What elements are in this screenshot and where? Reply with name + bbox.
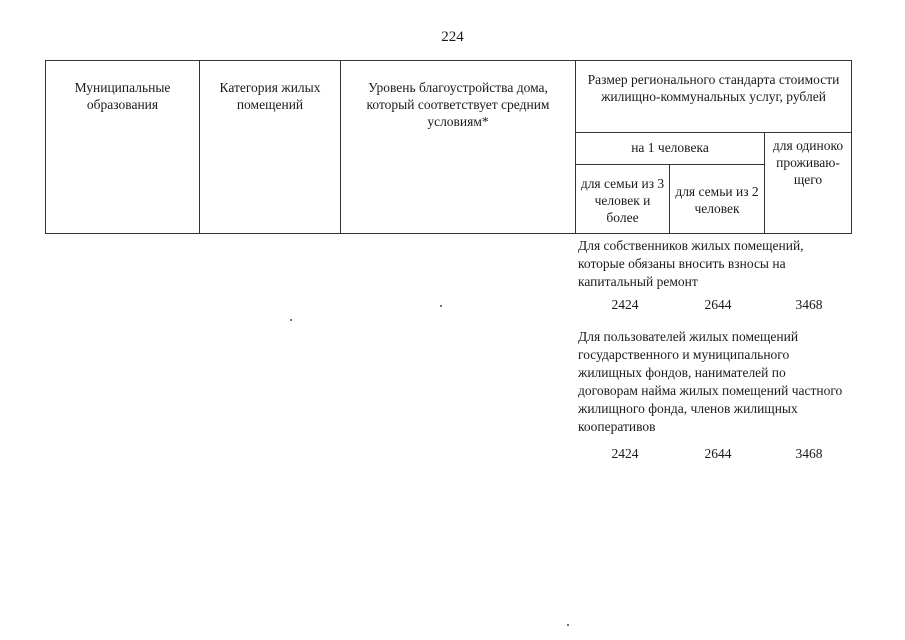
section-tenants-label: Для пользователей жилых помещений государственного и муниципального жилищных фондов, нанимателей по договорам найма жилых помещений частного жилищного фонда, членов жилищных кооперативов (578, 329, 843, 434)
section-owners-label: Для собственников жилых помещений, которые обязаны вносить взносы на капитальный ремонт (578, 238, 804, 289)
page-number: 224 (441, 29, 464, 45)
header-single: для одиноко проживаю-щего (765, 133, 852, 234)
header-level: Уровень благоустройства дома, который соответствует средним условиям* (341, 61, 576, 234)
header-category: Категория жилых помещений (200, 61, 341, 234)
tariff-table-header (45, 60, 852, 234)
scan-speck (440, 305, 442, 307)
header-per-person: на 1 человека (576, 133, 765, 165)
scan-speck (290, 319, 292, 321)
header-standard-size: Размер регионального стандарта стоимости жилищно-коммунальных услуг, рублей (576, 61, 852, 133)
value-tenants-single: 3468 (795, 446, 823, 461)
header-family-3: для семьи из 3 человек и более (576, 165, 670, 234)
header-municipal: Муниципальные образования (46, 61, 200, 234)
value-owners-family3: 2424 (611, 297, 639, 312)
scan-speck (567, 624, 569, 626)
header-family-2: для семьи из 2 человек (670, 165, 765, 234)
value-tenants-family2: 2644 (704, 446, 732, 461)
value-owners-single: 3468 (795, 297, 823, 312)
value-tenants-family3: 2424 (611, 446, 639, 461)
value-owners-family2: 2644 (704, 297, 732, 312)
